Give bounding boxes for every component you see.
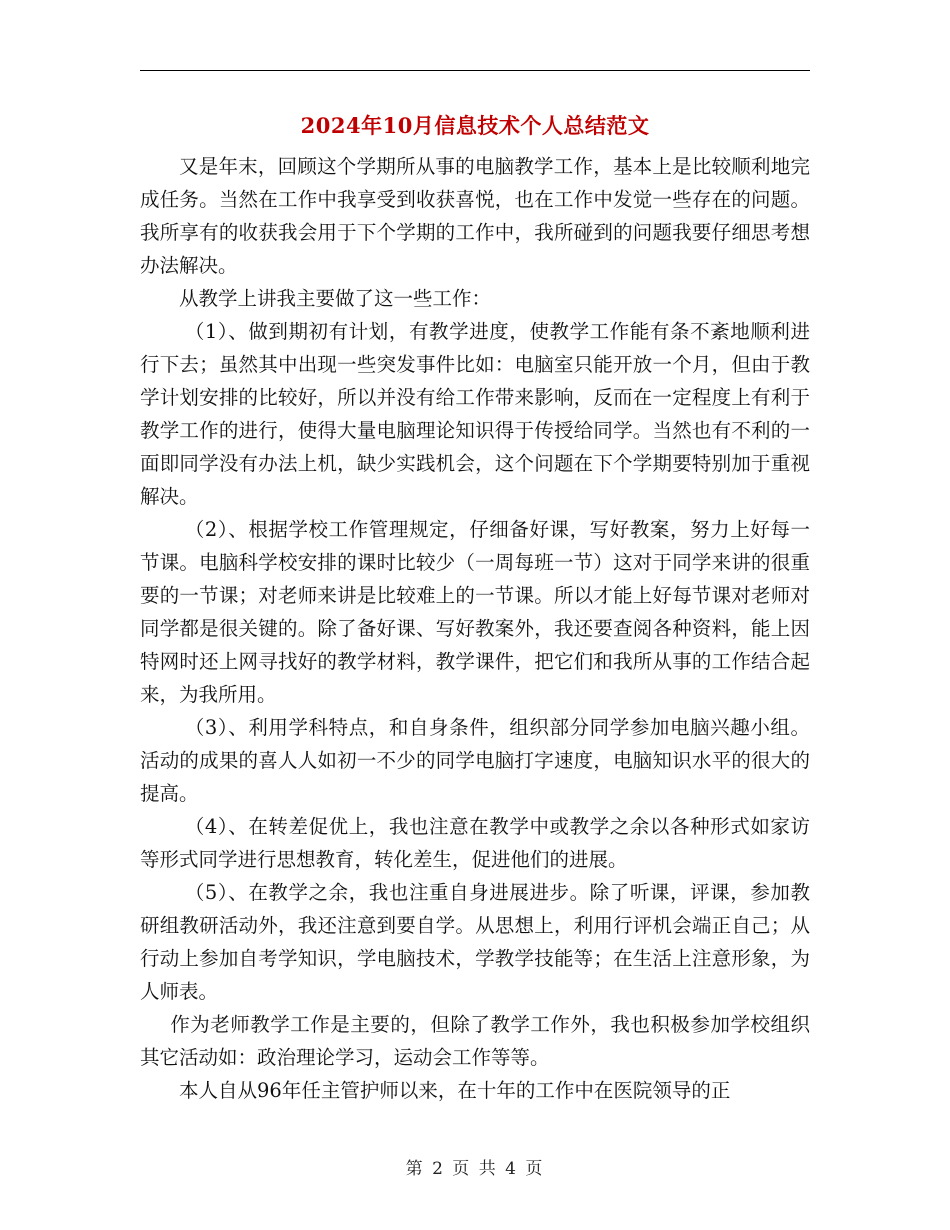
paragraph-other-activities: 作为老师教学工作是主要的，但除了教学工作外，我也积极参加学校组织其它活动如：政治理论学习，运动会工作等等。 xyxy=(140,1013,810,1069)
document-body xyxy=(140,150,810,1107)
page-footer: 第 2 页 共 4 页 xyxy=(405,1159,545,1179)
paragraph-intro: 又是年末，回顾这个学期所从事的电脑教学工作，基本上是比较顺利地完成任务。当然在工作中我享受到收获喜悦，也在工作中发觉一些存在的问题。我所享有的收获我会用于下个学期的工作中，我所碰到的问题我要仔细思考想办法解决。 xyxy=(140,155,810,277)
paragraph-item-4: （4）、在转差促优上，我也注意在教学中或教学之余以各种形式如家访等形式同学进行思想教育，转化差生，促进他们的进展。 xyxy=(140,815,810,871)
paragraph-item-5: （5）、在教学之余，我也注重自身进展进步。除了听课，评课，参加教研组教研活动外，我还注意到要自学。从思想上，利用行评机会端正自己；从行动上参加自考学知识，学电脑技术，学教学技能等；在生活上注意形象，为人师表。 xyxy=(140,881,810,1003)
paragraph-nurse: 本人自从96年任主管护师以来，在十年的工作中在医院领导的正 xyxy=(179,1079,731,1102)
paragraph-item-1: （1）、做到期初有计划，有教学进度，使教学工作能有条不紊地顺利进行下去；虽然其中出现一些突发事件比如：电脑室只能开放一个月，但由于教学计划安排的比较好，所以并没有给工作带来影响，反而在一定程度上有利于教学工作的进行，使得大量电脑理论知识得于传授给同学。当然也有不利的一面即同学没有办法上机，缺少实践机会，这个问题在下个学期要特别加于重视解决。 xyxy=(140,320,810,508)
paragraph-item-3: （3）、利用学科特点，和自身条件，组织部分同学参加电脑兴趣小组。活动的成果的喜人人如初一不少的同学电脑打字速度，电脑知识水平的很大的提高。 xyxy=(140,716,810,805)
header-rule xyxy=(140,70,810,71)
paragraph-work-summary: 从教学上讲我主要做了这一些工作： xyxy=(179,287,492,310)
document-title: 2024年10月信息技术个人总结范文 xyxy=(300,113,650,138)
paragraph-item-2: （2）、根据学校工作管理规定，仔细备好课，写好教案，努力上好每一节课。电脑科学校安排的课时比较少（一周每班一节）这对于同学来讲的很重要的一节课；对老师来讲是比较难上的一节课。所以才能上好每节课对老师对同学都是很关键的。除了备好课、写好教案外，我还要查阅各种资料，能上因特网时还上网寻找好的教学材料，教学课件，把它们和我所从事的工作结合起来，为我所用。 xyxy=(140,518,810,706)
